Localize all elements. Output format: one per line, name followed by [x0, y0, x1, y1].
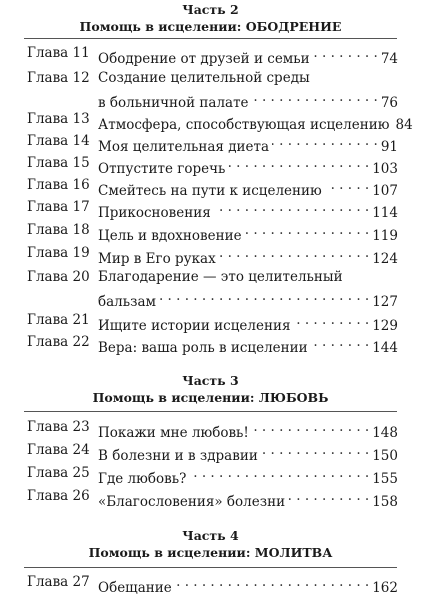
chapter-title: Моя целительная диета: [98, 139, 270, 155]
page-number: 91: [380, 139, 398, 155]
leader-dots: [175, 573, 369, 592]
leader-dots: [311, 333, 370, 352]
chapter-number: Глава 11: [27, 45, 90, 61]
divider: [24, 38, 397, 39]
chapter-title: Прикосновения: [98, 205, 211, 221]
chapter-title: Мир в Его руках: [98, 251, 216, 267]
chapter-number: Глава 20: [27, 269, 90, 285]
page-number: 148: [372, 425, 398, 441]
chapter-title-line1: Создание целительной среды: [98, 70, 310, 86]
chapter-number: Глава 19: [27, 245, 90, 261]
chapter-title: Где любовь?: [98, 471, 187, 487]
part-title: Помощь в исцелении: ОБОДРЕНИЕ: [79, 19, 342, 34]
chapter-title: Покажи мне любовь!: [98, 425, 249, 441]
leader-dots: [252, 88, 378, 107]
chapter-number: Глава 26: [27, 488, 90, 504]
chapter-title: Вера: ваша роль в исцелении: [98, 340, 308, 356]
chapter-title: Ободрение от друзей и семьи: [98, 51, 310, 67]
leader-dots: [245, 221, 370, 240]
page-number: 150: [372, 448, 398, 464]
chapter-title: в больничной палате: [98, 95, 249, 111]
chapter-number: Глава 13: [27, 111, 90, 127]
chapter-title: Цель и вдохновение: [98, 228, 242, 244]
part-heading: [0, 1, 421, 35]
part-heading: [0, 372, 421, 406]
leader-dots: [293, 311, 369, 330]
page-number: 124: [372, 251, 398, 267]
leader-dots: [159, 287, 369, 306]
chapter-title: Ищите истории исцеления: [98, 318, 291, 334]
page-number: 107: [372, 183, 398, 199]
chapter-title: Атмосфера, способствующая исцелению: [98, 117, 390, 133]
leader-dots: [214, 198, 369, 217]
page-number: 84: [395, 117, 413, 133]
leader-dots: [325, 176, 369, 195]
chapter-number: Глава 12: [27, 70, 90, 86]
part-label: Часть 4: [182, 528, 239, 543]
chapter-number: Глава 24: [27, 442, 90, 458]
chapter-title: Смейтесь на пути к исцелению: [98, 183, 322, 199]
leader-dots: [272, 132, 378, 151]
divider: [24, 567, 397, 568]
part-heading: [0, 527, 421, 561]
page-number: 129: [372, 318, 398, 334]
chapter-number: Глава 23: [27, 419, 90, 435]
chapter-title: В болезни и в здравии: [98, 448, 258, 464]
chapter-number: Глава 16: [27, 177, 90, 193]
chapter-number: Глава 18: [27, 222, 90, 238]
leader-dots: [228, 154, 369, 173]
chapter-title: Отпустите горечь: [98, 161, 226, 177]
part-label: Часть 2: [182, 2, 239, 17]
chapter-title-line1: Благодарение — это целительный: [98, 269, 343, 285]
chapter-number: Глава 17: [27, 199, 90, 215]
page-number: 103: [372, 161, 398, 177]
page-number: 155: [372, 471, 398, 487]
part-title: Помощь в исцелении: ЛЮБОВЬ: [92, 390, 329, 405]
chapter-title: бальзам: [98, 294, 157, 310]
leader-dots: [288, 487, 369, 506]
chapter-title: «Благословения» болезни: [98, 494, 286, 510]
leader-dots: [313, 44, 378, 63]
chapter-number: Глава 21: [27, 312, 90, 328]
leader-dots: [189, 464, 369, 483]
chapter-number: Глава 27: [27, 574, 90, 590]
page-number: 144: [372, 340, 398, 356]
leader-dots: [261, 441, 369, 460]
page-number: 114: [372, 205, 398, 221]
page-number: 127: [372, 294, 398, 310]
page-number: 158: [372, 494, 398, 510]
page-number: 74: [380, 51, 398, 67]
page-number: 76: [380, 95, 398, 111]
part-title: Помощь в исцелении: МОЛИТВА: [88, 545, 333, 560]
page-number: 162: [372, 580, 398, 596]
leader-dots: [252, 418, 369, 437]
chapter-number: Глава 14: [27, 133, 90, 149]
chapter-title: Обещание: [98, 580, 172, 596]
chapter-number: Глава 22: [27, 334, 90, 350]
leader-dots: [219, 244, 370, 263]
chapter-number: Глава 25: [27, 465, 90, 481]
divider: [24, 411, 397, 412]
page-number: 119: [372, 228, 398, 244]
chapter-number: Глава 15: [27, 155, 90, 171]
part-label: Часть 3: [182, 373, 239, 388]
